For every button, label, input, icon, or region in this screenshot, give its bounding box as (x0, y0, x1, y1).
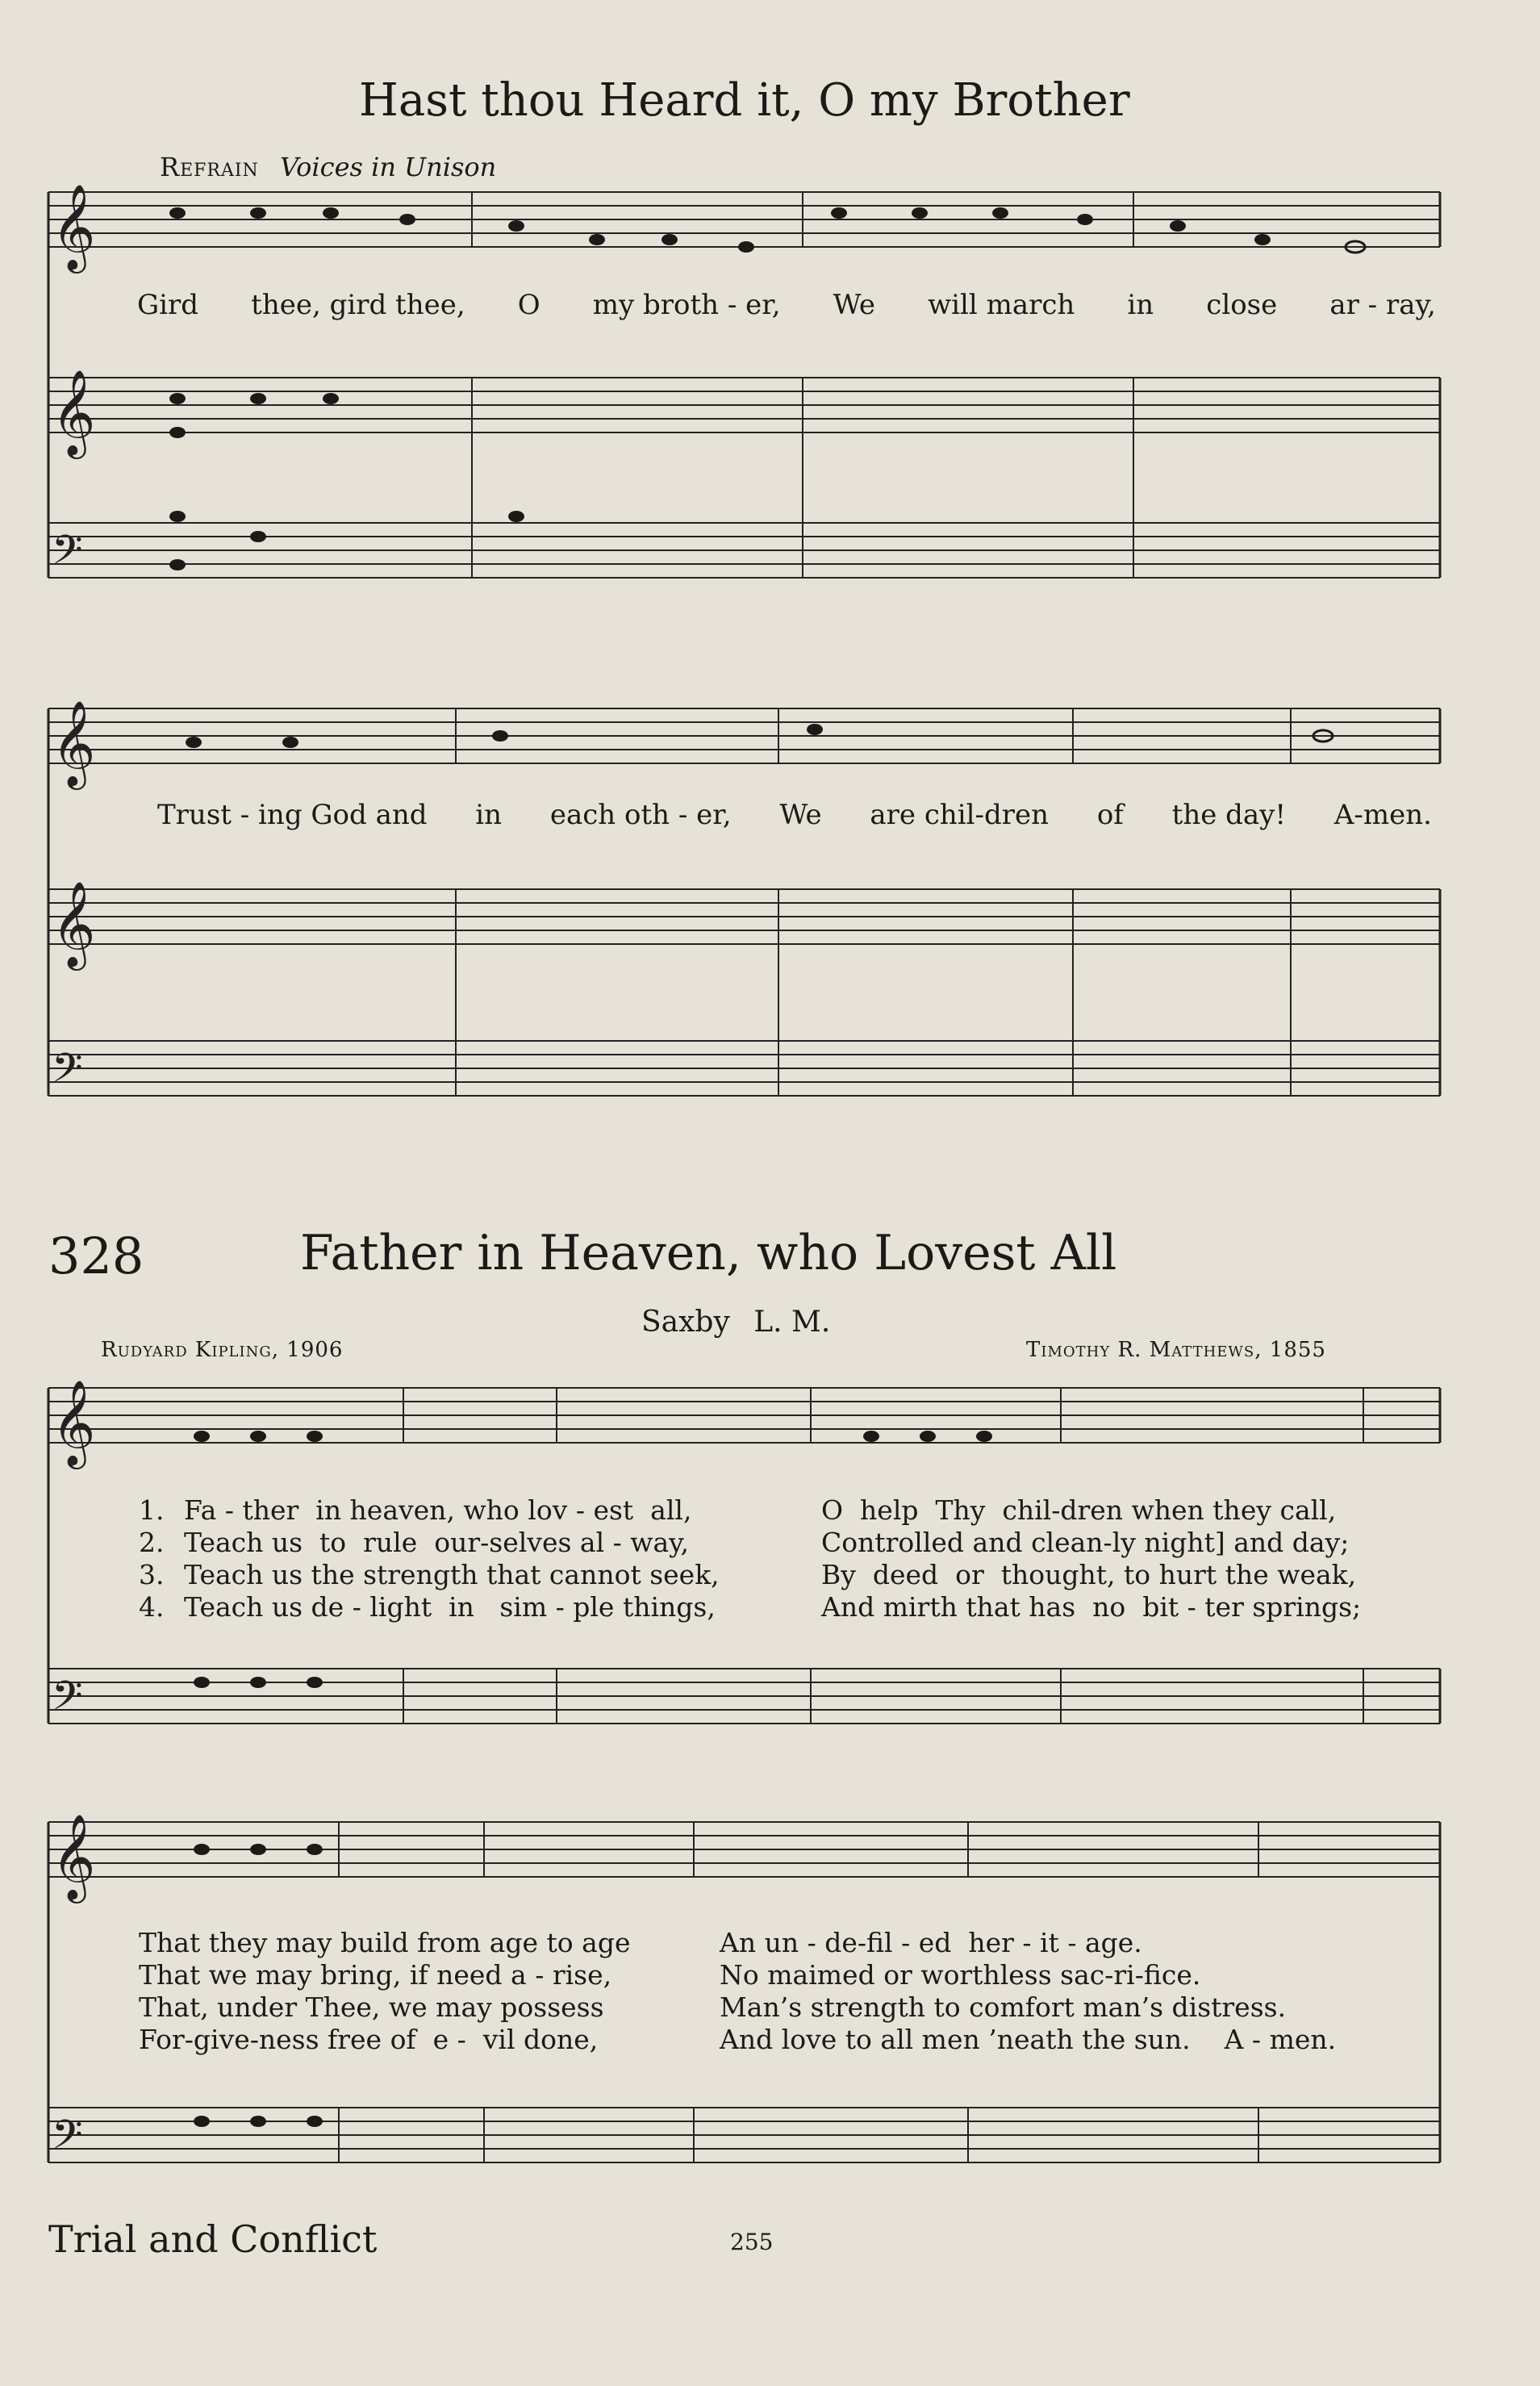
verse-line (139, 1959, 1336, 1991)
treble-clef-icon: 𝄞 (52, 700, 96, 786)
bass-clef-icon: 𝄢 (52, 2112, 83, 2168)
hymn-a-lyrics-line-2 (157, 799, 1432, 831)
verse-number: 1. (139, 1494, 165, 1526)
refrain-label: Refrain (160, 152, 259, 182)
refrain-note: Voices in Unison (279, 152, 497, 182)
staff-2-treble (48, 889, 1440, 944)
lyric-syllable: in (1127, 289, 1154, 321)
staff-2-melody (48, 708, 1440, 763)
lyric-syllable: close (1206, 289, 1278, 321)
note-heads (169, 207, 1365, 2127)
hymn-b-title: Father in Heaven, who Lovest All (300, 1225, 1117, 1281)
verse-text-b: Controlled and clean-ly night] and day; (821, 1527, 1350, 1558)
verse-line (139, 1559, 1361, 1591)
tune-name: Saxby (641, 1306, 730, 1339)
verse-text-b: And mirth that has no bit - ter springs; (821, 1591, 1362, 1623)
verse-text-b: O help Thy chil-dren when they call, (821, 1494, 1337, 1526)
lyric-syllable: thee, gird thee, (251, 289, 465, 321)
staff-1-treble (48, 378, 1440, 432)
lyric-syllable: O (517, 289, 540, 321)
verse-text-b: No maimed or worthless sac-ri-fice. (720, 1959, 1201, 1991)
bass-clef-icon: 𝄢 (52, 1045, 83, 1101)
verse-text-b: Man’s strength to comfort man’s distress. (720, 1991, 1287, 2023)
verse-text-a: Teach us the strength that cannot seek, (184, 1559, 720, 1590)
lyric-syllable: of (1096, 799, 1124, 831)
lyric-syllable: each oth - er, (549, 799, 732, 831)
lyric-syllable: in (475, 799, 503, 831)
verse-text-a: That they may build from age to age (139, 1927, 631, 1958)
verse-text-a: Fa - ther in heaven, who lov - est all, (184, 1494, 692, 1526)
treble-clef-icon: 𝄞 (52, 880, 96, 967)
lyric-syllable: are chil-dren (870, 799, 1050, 831)
verse-text-a: That, under Thee, we may possess (139, 1991, 604, 2023)
tune-meter: L. M. (753, 1306, 831, 1339)
verse-text-b: An un - de-fil - ed her - it - age. (720, 1927, 1142, 1958)
verse-text-a: For-give-ness free of e - vil done, (139, 2024, 599, 2055)
hymn-a-title: Hast thou Heard it, O my Brother (359, 74, 1130, 127)
lyric-syllable: my broth - er, (592, 289, 781, 321)
staff-1-melody (48, 192, 1440, 247)
clefs (52, 183, 95, 2168)
system-lines (48, 192, 1440, 2162)
treble-clef-icon: 𝄞 (52, 1813, 96, 1899)
lyric-syllable: will march (928, 289, 1075, 321)
verse-line (139, 1991, 1336, 2024)
treble-clef-icon: 𝄞 (52, 183, 96, 270)
staff-2-bass (48, 1041, 1440, 1096)
lyric-syllable: A-men. (1333, 799, 1432, 831)
hymn-number: 328 (48, 1226, 144, 1285)
verse-text-a: Teach us to rule our-selves al - way, (184, 1527, 689, 1558)
lyric-syllable: We (779, 799, 822, 831)
verse-text-b: By deed or thought, to hurt the weak, (821, 1559, 1357, 1590)
verse-line (139, 1591, 1361, 1623)
treble-clef-icon: 𝄞 (52, 369, 96, 455)
bass-clef-icon: 𝄢 (52, 1673, 83, 1729)
verse-line (139, 1527, 1361, 1559)
bass-clef-icon: 𝄢 (52, 527, 83, 583)
verse-text-b: And love to all men ’neath the sun. A - men. (720, 2024, 1337, 2055)
verse-text-a: That we may bring, if need a - rise, (139, 1959, 612, 1991)
lyric-syllable: Gird (137, 289, 199, 321)
verse-number: 3. (139, 1559, 165, 1590)
verse-line (139, 2024, 1336, 2056)
page-number: 255 (730, 2229, 774, 2255)
treble-clef-icon: 𝄞 (52, 1379, 96, 1465)
hymn-b-verses-part-1 (139, 1494, 1361, 1623)
measure-bars (339, 192, 1363, 2162)
verse-number: 4. (139, 1591, 165, 1623)
lyric-syllable: We (833, 289, 875, 321)
tune-line (641, 1306, 830, 1339)
hymn-a-lyrics-line-1 (137, 289, 1436, 321)
verse-text-a: Teach us de - light in sim - ple things, (184, 1591, 716, 1623)
lyric-syllable: Trust - ing God and (157, 799, 428, 831)
verse-line (139, 1494, 1361, 1527)
hymn-b-verses-part-2 (139, 1927, 1336, 2056)
composer-credit: Timothy R. Matthews, 1855 (1026, 1338, 1326, 1362)
verse-line (139, 1927, 1336, 1959)
lyric-syllable: ar - ray, (1329, 289, 1436, 321)
verse-number: 2. (139, 1527, 165, 1558)
author-credit: Rudyard Kipling, 1906 (101, 1338, 344, 1362)
section-title: Trial and Conflict (48, 2217, 378, 2261)
lyric-syllable: the day! (1171, 799, 1287, 831)
